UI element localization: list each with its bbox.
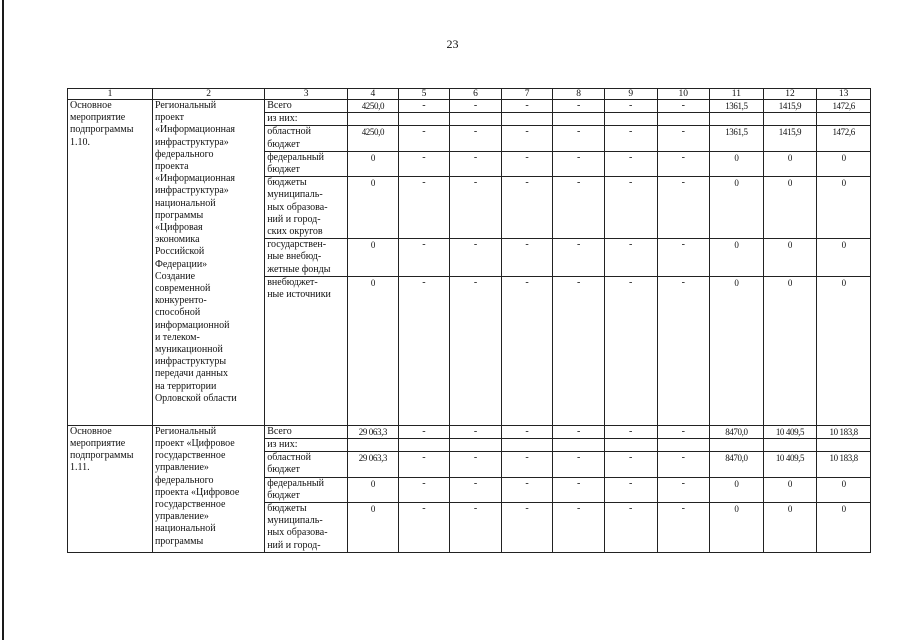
column-number: 11 [710, 89, 764, 100]
value-cell: 0 [710, 239, 764, 277]
value-cell [710, 439, 764, 452]
value-cell: 0 [817, 477, 871, 502]
value-cell: - [450, 503, 502, 553]
value-cell: 0 [348, 503, 399, 553]
page-left-edge-line [2, 0, 4, 640]
value-cell: 0 [817, 177, 871, 239]
value-cell: 29 063,3 [348, 452, 399, 477]
value-cell: 29 063,3 [348, 425, 399, 438]
value-cell: - [450, 177, 502, 239]
value-cell: - [553, 452, 605, 477]
project-cell: Региональный проект «Информационная инфраструктура» федерального проекта «Информационная инфраструктура» национальной программы «Цифровая экономика Российской Федерации» Создание современной конкуренто- способной информационной и телеком- муникационной инфраструктуры передачи данных на территории Орловской области [152, 100, 264, 426]
value-cell: 0 [710, 276, 764, 425]
value-cell: - [450, 100, 502, 113]
funding-source-cell: Всего [265, 425, 348, 438]
value-cell: - [553, 100, 605, 113]
table-body [68, 100, 871, 553]
column-number: 1 [68, 89, 153, 100]
value-cell: 0 [763, 503, 817, 553]
value-cell: 1361,5 [710, 100, 764, 113]
value-cell: - [450, 425, 502, 438]
value-cell: 0 [817, 151, 871, 176]
value-cell: - [553, 177, 605, 239]
column-number: 6 [450, 89, 502, 100]
value-cell: - [553, 151, 605, 176]
value-cell: - [450, 126, 502, 151]
value-cell: 1472,6 [817, 100, 871, 113]
value-cell: - [398, 126, 450, 151]
value-cell: - [657, 177, 710, 239]
value-cell: 10 183,8 [817, 452, 871, 477]
value-cell: - [398, 276, 450, 425]
value-cell [398, 439, 450, 452]
column-number-row [68, 89, 871, 100]
value-cell: - [398, 151, 450, 176]
value-cell: - [657, 276, 710, 425]
value-cell: 8470,0 [710, 452, 764, 477]
value-cell: 0 [817, 276, 871, 425]
funding-source-cell: Всего [265, 100, 348, 113]
value-cell [763, 113, 817, 126]
value-cell [398, 113, 450, 126]
value-cell [450, 439, 502, 452]
value-cell: 10 183,8 [817, 425, 871, 438]
value-cell: - [553, 477, 605, 502]
value-cell: 4250,0 [348, 126, 399, 151]
funding-source-cell: бюджеты муниципаль- ных образова- ний и город- [265, 503, 348, 553]
value-cell: 1415,9 [763, 100, 817, 113]
funding-source-cell: областной бюджет [265, 452, 348, 477]
value-cell: 1361,5 [710, 126, 764, 151]
value-cell: 0 [710, 477, 764, 502]
value-cell: 0 [763, 239, 817, 277]
value-cell: - [501, 126, 553, 151]
column-number: 8 [553, 89, 605, 100]
value-cell: - [604, 452, 657, 477]
value-cell [501, 113, 553, 126]
value-cell: 8470,0 [710, 425, 764, 438]
value-cell: - [604, 151, 657, 176]
value-cell: 0 [763, 477, 817, 502]
value-cell [348, 439, 399, 452]
value-cell: - [657, 477, 710, 502]
column-number: 3 [265, 89, 348, 100]
value-cell: - [398, 452, 450, 477]
value-cell: - [398, 239, 450, 277]
value-cell: 0 [763, 177, 817, 239]
value-cell: - [553, 239, 605, 277]
value-cell: - [604, 477, 657, 502]
value-cell: 10 409,5 [763, 425, 817, 438]
column-number: 5 [398, 89, 450, 100]
value-cell [553, 439, 605, 452]
value-cell [817, 113, 871, 126]
value-cell: 0 [348, 276, 399, 425]
measure-cell: Основное мероприятие подпрограммы 1.10. [68, 100, 153, 426]
value-cell: - [450, 477, 502, 502]
value-cell: - [604, 177, 657, 239]
value-cell: 10 409,5 [763, 452, 817, 477]
value-cell: 1415,9 [763, 126, 817, 151]
value-cell: - [398, 477, 450, 502]
value-cell: - [657, 239, 710, 277]
value-cell: - [398, 503, 450, 553]
table-row [68, 425, 871, 438]
value-cell: 0 [348, 477, 399, 502]
value-cell: - [501, 452, 553, 477]
column-number: 13 [817, 89, 871, 100]
value-cell: - [450, 239, 502, 277]
value-cell [604, 113, 657, 126]
column-number: 7 [501, 89, 553, 100]
value-cell: - [501, 177, 553, 239]
value-cell: - [501, 100, 553, 113]
funding-source-cell: областной бюджет [265, 126, 348, 151]
value-cell: 0 [710, 503, 764, 553]
value-cell: - [450, 452, 502, 477]
value-cell [348, 113, 399, 126]
funding-source-cell: внебюджет- ные источники [265, 276, 348, 425]
value-cell: - [501, 239, 553, 277]
value-cell: - [604, 425, 657, 438]
value-cell: 4250,0 [348, 100, 399, 113]
table-row [68, 100, 871, 113]
value-cell [710, 113, 764, 126]
value-cell: - [501, 503, 553, 553]
value-cell: 0 [763, 276, 817, 425]
financing-table [67, 88, 871, 553]
column-number: 9 [604, 89, 657, 100]
value-cell: - [398, 100, 450, 113]
value-cell [817, 439, 871, 452]
value-cell: - [501, 276, 553, 425]
value-cell: - [398, 177, 450, 239]
value-cell: - [501, 477, 553, 502]
funding-source-cell: из них: [265, 439, 348, 452]
value-cell: - [657, 151, 710, 176]
value-cell: 0 [817, 503, 871, 553]
funding-source-cell: федеральный бюджет [265, 151, 348, 176]
value-cell: - [604, 276, 657, 425]
value-cell: - [450, 151, 502, 176]
column-number: 2 [152, 89, 264, 100]
value-cell: - [657, 100, 710, 113]
funding-source-cell: из них: [265, 113, 348, 126]
value-cell: - [450, 276, 502, 425]
funding-source-cell: государствен- ные внебюд- жетные фонды [265, 239, 348, 277]
value-cell [763, 439, 817, 452]
value-cell [657, 113, 710, 126]
value-cell: - [604, 126, 657, 151]
page-number: 23 [446, 37, 459, 51]
value-cell: - [604, 239, 657, 277]
value-cell: 0 [348, 239, 399, 277]
value-cell: 0 [710, 177, 764, 239]
value-cell [553, 113, 605, 126]
value-cell: - [657, 503, 710, 553]
value-cell: - [657, 452, 710, 477]
value-cell: - [553, 276, 605, 425]
funding-source-cell: федеральный бюджет [265, 477, 348, 502]
value-cell [604, 439, 657, 452]
value-cell: 1472,6 [817, 126, 871, 151]
value-cell: - [501, 151, 553, 176]
value-cell: - [553, 126, 605, 151]
value-cell: - [553, 503, 605, 553]
column-number: 4 [348, 89, 399, 100]
value-cell: - [657, 126, 710, 151]
value-cell: - [398, 425, 450, 438]
value-cell: - [604, 100, 657, 113]
project-cell: Региональный проект «Цифровое государственное управление» федерального проекта «Цифровое государственное управление» национальной программы [152, 425, 264, 552]
value-cell: 0 [763, 151, 817, 176]
value-cell [501, 439, 553, 452]
value-cell [657, 439, 710, 452]
measure-cell: Основное мероприятие подпрограммы 1.11. [68, 425, 153, 552]
funding-source-cell: бюджеты муниципаль- ных образова- ний и город- ских округов [265, 177, 348, 239]
column-number: 10 [657, 89, 710, 100]
column-number: 12 [763, 89, 817, 100]
value-cell: - [553, 425, 605, 438]
value-cell: - [657, 425, 710, 438]
value-cell: - [501, 425, 553, 438]
value-cell: 0 [710, 151, 764, 176]
value-cell [450, 113, 502, 126]
value-cell: - [604, 503, 657, 553]
value-cell: 0 [348, 177, 399, 239]
value-cell: 0 [817, 239, 871, 277]
value-cell: 0 [348, 151, 399, 176]
